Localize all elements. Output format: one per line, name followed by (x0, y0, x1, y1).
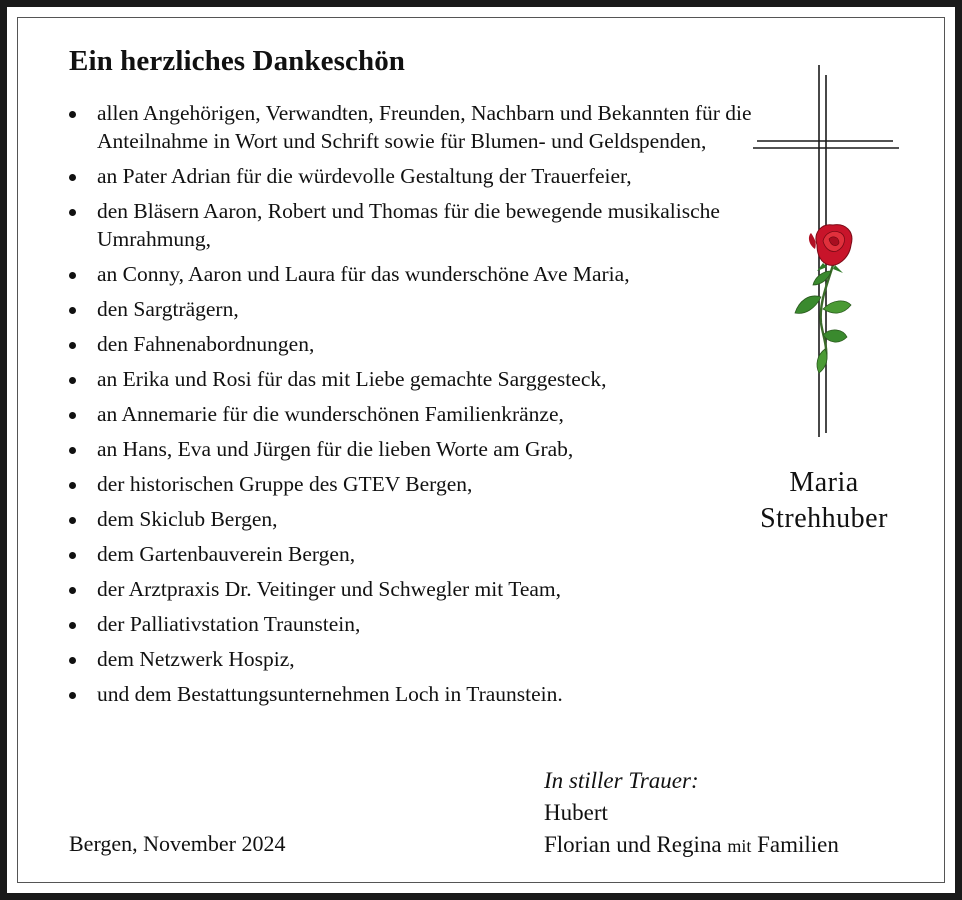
bullet-icon (69, 657, 76, 664)
signature-block (544, 765, 839, 862)
deceased-name (735, 465, 913, 537)
list-item: den Bläsern Aaron, Robert und Thomas für die bewegende musikalische Umrahmung, (69, 197, 759, 253)
cross-icon (753, 65, 899, 437)
bullet-icon (69, 482, 76, 489)
bullet-icon (69, 412, 76, 419)
bullet-icon (69, 587, 76, 594)
deceased-last-name: Strehhuber (760, 503, 888, 534)
list-item: dem Gartenbauverein Bergen, (69, 540, 759, 568)
signature-connector: mit (727, 836, 752, 856)
thanks-list (69, 99, 759, 715)
signature-line-2 (544, 829, 839, 862)
deceased-first-name: Maria (789, 467, 859, 498)
list-item: an Hans, Eva und Jürgen für die lieben Worte am Grab, (69, 435, 759, 463)
list-item: an Pater Adrian für die würdevolle Gestaltung der Trauerfeier, (69, 162, 759, 190)
bullet-icon (69, 377, 76, 384)
bullet-icon (69, 209, 76, 216)
place-date: Bergen, November 2024 (69, 831, 286, 856)
bullet-icon (69, 552, 76, 559)
signature-names: Florian und Regina (544, 832, 722, 857)
bullet-icon (69, 517, 76, 524)
bullet-icon (69, 111, 76, 118)
list-item: an Conny, Aaron und Laura für das wunderschöne Ave Maria, (69, 260, 759, 288)
list-item: allen Angehörigen, Verwandten, Freunden, Nachbarn und Bekannten für die Anteilnahme in Wort und Schrift sowie für Blumen- und Geldspenden, (69, 99, 759, 155)
bullet-icon (69, 692, 76, 699)
list-item: der Palliativstation Traunstein, (69, 610, 759, 638)
list-item: den Sargträgern, (69, 295, 759, 323)
notice-heading: Ein herzliches Dankeschön (69, 45, 406, 77)
list-item: an Erika und Rosi für das mit Liebe gemachte Sarggesteck, (69, 365, 759, 393)
rose-icon (795, 225, 852, 373)
signature-line-1: Hubert (544, 800, 608, 825)
signature-intro: In stiller Trauer: (544, 768, 699, 793)
bullet-icon (69, 622, 76, 629)
list-item: den Fahnenabordnungen, (69, 330, 759, 358)
bullet-icon (69, 307, 76, 314)
list-item: und dem Bestattungsunternehmen Loch in Traunstein. (69, 680, 759, 708)
list-item: dem Skiclub Bergen, (69, 505, 759, 533)
bullet-icon (69, 447, 76, 454)
list-item: der Arztpraxis Dr. Veitinger und Schwegler mit Team, (69, 575, 759, 603)
signature-family: Familien (757, 832, 839, 857)
list-item: an Annemarie für die wunderschönen Familienkränze, (69, 400, 759, 428)
bullet-icon (69, 342, 76, 349)
bullet-icon (69, 272, 76, 279)
list-item: der historischen Gruppe des GTEV Bergen, (69, 470, 759, 498)
bullet-icon (69, 174, 76, 181)
list-item: dem Netzwerk Hospiz, (69, 645, 759, 673)
